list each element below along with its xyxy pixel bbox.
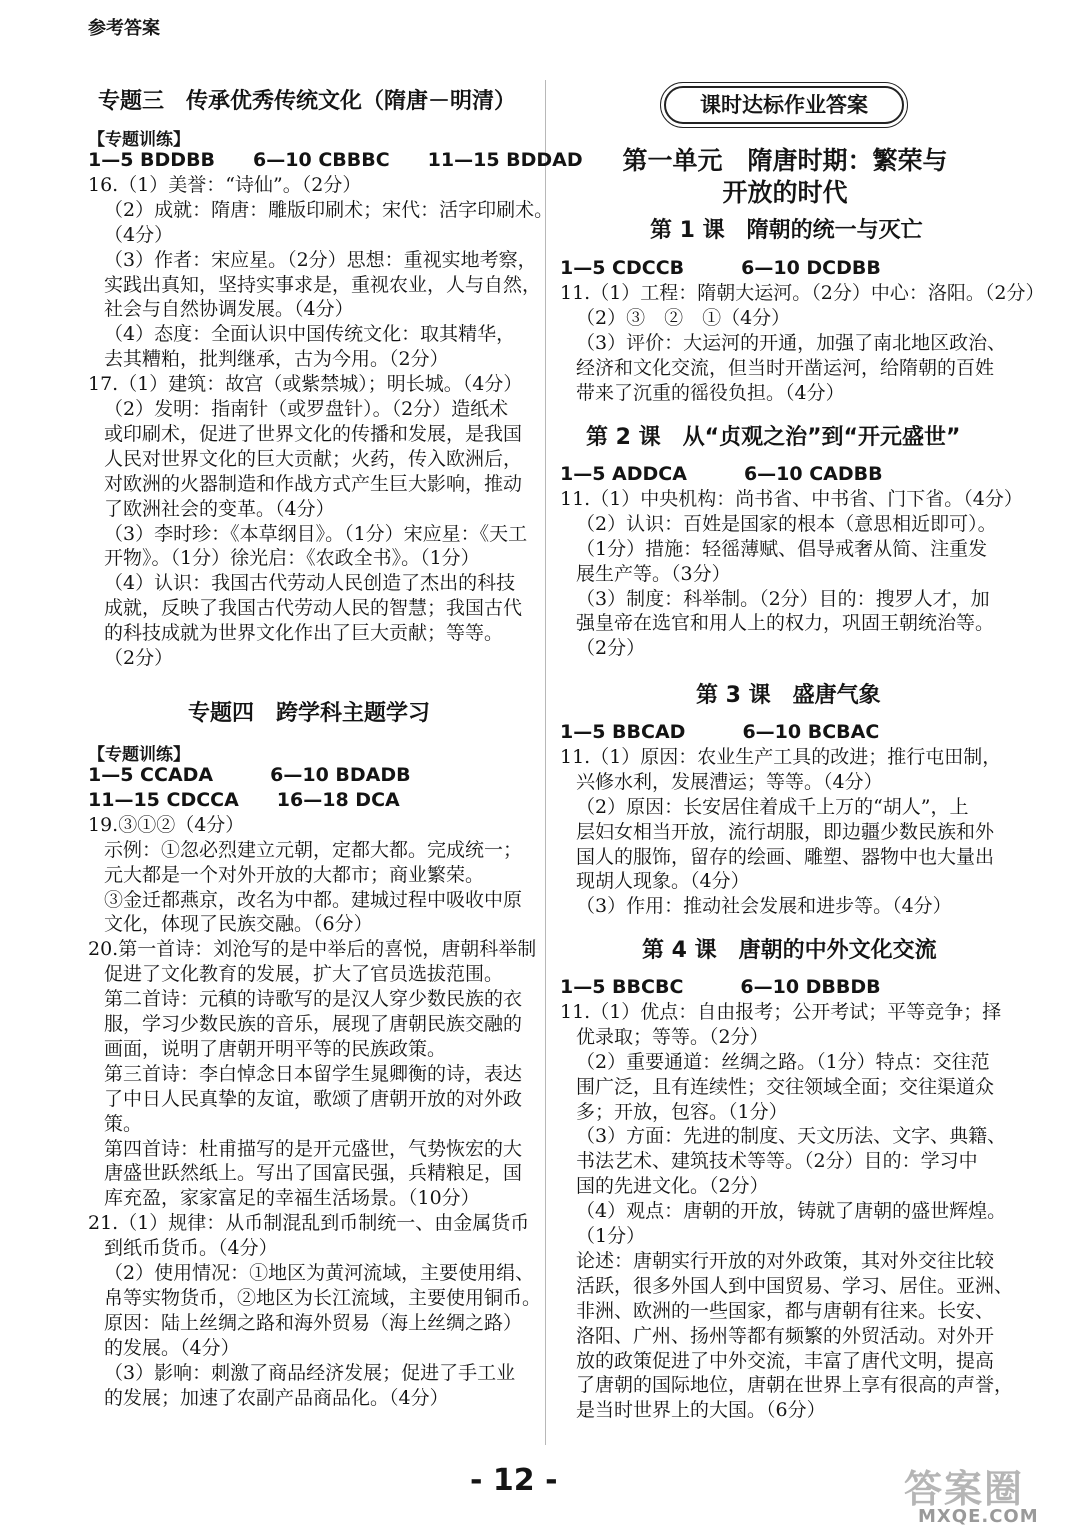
answer-line: （4）认识：我国古代劳动人民创造了杰出的科技 [104,572,516,595]
unit-title-line2: 开放的时代 [722,178,848,207]
answer-line: 促进了文化教育的发展，扩大了官员选拔范围。 [104,963,504,986]
answer-line: 11.（1）中央机构：尚书省、中书省、门下省。（4分） [560,487,1023,510]
answer-line: 活跃，很多外国人到中国贸易、学习、居住。亚洲、 [576,1274,1014,1297]
answer-line: （2）③ ② ①（4分） [576,306,791,329]
lesson4-title: 第 4 课 唐朝的中外文化交流 [642,938,937,963]
column-divider [545,80,546,1445]
answer-line: 论述：唐朝实行开放的对外政策，其对外交往比较 [576,1249,995,1272]
answer-line: （3）制度：科举制。（2分）目的：搜罗人才，加 [576,587,990,610]
watermark-url: MXQE.COM [918,1506,1039,1527]
answer-line: （3）作者：宋应星。（2分）思想：重视实地考察， [104,248,537,271]
answer-line: 策。 [104,1112,143,1135]
answer-line: 16.（1）美誉：“诗仙”。（2分） [88,173,362,196]
answer-line: 展生产等。（3分） [576,562,731,585]
lesson1-title: 第 1 课 隋朝的统一与灭亡 [650,218,923,243]
answer-line: （3）李时珍：《本草纲目》。（1分）宋应星：《天工 [104,522,528,545]
answer-line: （2）发明：指南针（或罗盘针）。（2分）造纸术 [104,398,509,420]
answer-line: 是当时世界上的大国。（6分） [576,1399,826,1422]
answer-line: 的发展。（4分） [104,1336,240,1359]
answer-line: 1—5 CCADA 6—10 BDADB [88,764,411,786]
answer-line: 原因：陆上丝绸之路和海外贸易（海上丝绸之路） [104,1311,523,1334]
answer-line: 文化，体现了民族交融。（6分） [104,913,373,936]
section-title-box: 课时达标作业答案 [664,86,904,124]
answer-line: 库充盈，家家富足的幸福生活场景。（10分） [104,1187,480,1210]
answer-line: （2）使用情况：①地区为黄河流域，主要使用绢、 [104,1262,535,1284]
answer-line: 11.（1）优点：自由报考；公开考试；平等竞争；择 [560,1000,1002,1023]
answer-line: 优录取；等等。（2分） [576,1025,769,1048]
lesson3-title: 第 3 课 盛唐气象 [696,683,881,708]
answer-line: 的发展；加速了农副产品商品化。（4分） [104,1386,449,1409]
answer-line: （2分） [104,647,174,669]
answer-line: 社会与自然协调发展。（4分） [104,298,354,321]
answer-line: （3）评价：大运河的开通，加强了南北地区政治、 [576,331,1007,354]
answer-line: 了欧洲社会的变革。（4分） [104,497,335,520]
answer-line: 现胡人现象。（4分） [576,870,750,893]
answer-line: 经济和文化交流，但当时开凿运河，给隋朝的百姓 [576,356,995,379]
answer-line: （2）重要通道：丝绸之路。（1分）特点：交往范 [576,1050,990,1073]
answer-line: 第四首诗：杜甫描写的是开元盛世，气势恢宏的大 [104,1137,523,1160]
answer-line: 唐盛世跃然纸上。写出了国富民强，兵精粮足，国 [104,1162,523,1185]
topic4-training-tag: 【专题训练】 [88,745,190,765]
answer-line: 服，学习少数民族的音乐，展现了唐朝民族交融的 [104,1013,523,1035]
answer-line: （2）认识：百姓是国家的根本（意思相近即可）。 [576,512,997,535]
answer-line: 21.（1）规律：从币制混乱到币制统一、由金属货币 [88,1212,530,1235]
topic4-title: 专题四 跨学科主题学习 [188,701,431,726]
answer-line: （2）成就：隋唐：雕版印刷术；宋代：活字印刷术。 [104,198,554,221]
unit-title-line1: 第一单元 隋唐时期：繁荣与 [622,146,948,175]
answer-line: 书法艺术、建筑技术等等。（2分）目的：学习中 [576,1150,978,1173]
answer-line: 强皇帝在选官和用人上的权力，巩固王朝统治等。 [576,612,995,635]
answer-line: 20.第一首诗：刘沧写的是中举后的喜悦，唐朝科举制 [88,938,537,961]
answer-line: 国人的服饰，留存的绘画、雕塑、器物中也大量出 [576,845,995,868]
answer-line: 围广泛，且有连续性；交往领域全面；交往渠道众 [576,1075,995,1098]
answer-line: 实践出真知，坚持实事求是，重视农业，人与自然， [104,273,542,296]
answer-line: （3）作用：推动社会发展和进步等。（4分） [576,895,952,918]
answer-line: （2分） [576,637,646,660]
answer-line: 洛阳、广州、扬州等都有频繁的外贸活动。对外开 [576,1324,995,1347]
answer-line: 11.（1）原因：农业生产工具的改进；推行屯田制， [560,745,1002,768]
topic3-title: 专题三 传承优秀传统文化（隋唐－明清） [98,89,517,114]
answer-line: 了唐朝的国际地位，唐朝在世界上享有很高的声誉， [576,1374,1014,1397]
answer-line: 兴修水利，发展漕运；等等。（4分） [576,770,883,793]
answer-line: 11.（1）工程：隋朝大运河。（2分）中心：洛阳。（2分） [560,281,1045,304]
answer-line: （2）原因：长安居住着成千上万的“胡人”，上 [576,795,969,818]
answer-line: 去其糟粕，批判继承，古为今用。（2分） [104,348,449,371]
answer-line: 或印刷术，促进了世界文化的传播和发展，是我国 [104,422,523,445]
topic3-training-tag: 【专题训练】 [88,130,190,150]
lesson2-title: 第 2 课 从“贞观之治”到“开元盛世” [586,425,961,450]
answer-line: 放的政策促进了中外交流，丰富了唐代文明，提高 [576,1349,995,1372]
answer-line: 1—5 BDDBB 6—10 CBBBC 11—15 BDDAD [88,149,583,171]
page-header: 参考答案 [88,18,160,39]
answer-line: 国的先进文化。（2分） [576,1175,769,1198]
answer-line: 1—5 BBCBC 6—10 DBBDB [560,976,881,998]
answer-line: （1分） [576,1225,646,1247]
answer-line: 1—5 CDCCB 6—10 DCDBB [560,257,881,279]
answer-line: 第三首诗：李白悼念日本留学生晁卿衡的诗，表达 [104,1062,523,1085]
answer-line: 的科技成就为世界文化作出了巨大贡献；等等。 [104,622,504,645]
answer-line: 多；开放，包容。（1分） [576,1100,788,1123]
answer-line: 对欧洲的火器制造和作战方式产生巨大影响，推动 [104,472,523,495]
answer-line: 11—15 CDCCA 16—18 DCA [88,788,400,811]
page-number: - 12 - [470,1463,558,1498]
answer-line: 人民对世界文化的巨大贡献；火药，传入欧洲后， [104,447,523,470]
answer-line: （4）态度：全面认识中国传统文化：取其精华， [104,323,516,346]
answer-line: 1—5 ADDCA 6—10 CADBB [560,463,883,485]
answer-line: 19.③①②（4分） [88,813,245,836]
watermark-logo [900,1458,1070,1530]
answer-line: （1分）措施：轻徭薄赋、倡导戒奢从简、注重发 [576,537,988,560]
answer-line: 17.（1）建筑：故宫（或紫禁城）；明长城。（4分） [88,373,523,396]
answer-line: 带来了沉重的徭役负担。（4分） [576,381,845,404]
answer-line: 开物》。（1分）徐光启：《农政全书》。（1分） [104,547,480,570]
answer-line: 了中日人民真挚的友谊，歌颂了唐朝开放的对外政 [104,1087,523,1110]
answer-line: 非洲、欧洲的一些国家，都与唐朝有往来。长安、 [576,1299,995,1322]
answer-line: 成就，反映了我国古代劳动人民的智慧；我国古代 [104,597,523,620]
answer-line: 帛等实物货币，②地区为长江流域，主要使用铜币。 [104,1286,542,1309]
answer-line: ③金迁都燕京，改名为中都。建城过程中吸收中原 [104,888,523,911]
answer-line: 第二首诗：元稹的诗歌写的是汉人穿少数民族的衣 [104,988,523,1011]
answer-line: 示例：①忽必烈建立元朝，定都大都。完成统一； [104,838,523,861]
answer-line: （4）观点：唐朝的开放，铸就了唐朝的盛世辉煌。 [576,1200,1007,1223]
answer-line: 层妇女相当开放，流行胡服，即边疆少数民族和外 [576,820,995,843]
answer-line: 元大都是一个对外开放的大都市；商业繁荣。 [104,863,485,886]
answer-line: （4分） [104,223,174,246]
answer-line: （3）方面：先进的制度、天文历法、文字、典籍、 [576,1125,1007,1148]
answer-line: 到纸币货币。（4分） [104,1237,278,1260]
watermark-text: 答案圈 [904,1467,1025,1511]
answer-line: 1—5 BBCAD 6—10 BCBAC [560,721,880,743]
answer-line: 画面，说明了唐朝开明平等的民族政策。 [104,1037,447,1060]
answer-line: （3）影响：刺激了商品经济发展；促进了手工业 [104,1361,516,1384]
